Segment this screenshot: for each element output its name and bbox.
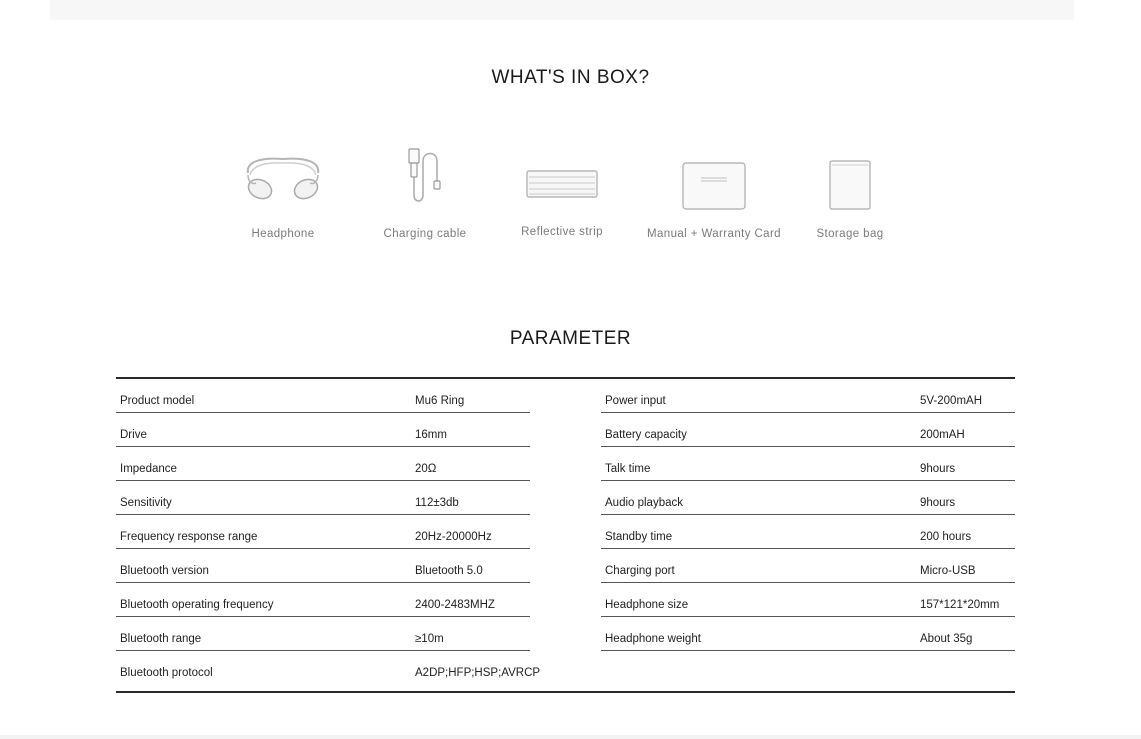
param-key: Standby time (605, 531, 673, 543)
param-value: Micro-USB (920, 565, 976, 577)
param-key: Battery capacity (605, 429, 687, 441)
param-value: 200 hours (920, 531, 972, 543)
param-key: Impedance (120, 463, 177, 475)
box-item-label: Reflective strip (521, 226, 603, 238)
top-band (50, 0, 1074, 20)
param-value: 157*121*20mm (920, 599, 1000, 611)
box-item-label: Headphone (251, 228, 315, 240)
strip-icon (522, 145, 602, 207)
param-column-left (116, 379, 541, 684)
param-value: 112±3db (415, 497, 459, 509)
parameter-title: PARAMETER (509, 328, 632, 349)
param-value: About 35g (920, 633, 973, 645)
param-key: Audio playback (605, 497, 683, 509)
parameter-table (116, 377, 1015, 693)
param-value: 200mAH (920, 429, 965, 441)
param-value: 16mm (415, 429, 447, 441)
table-row (601, 515, 1015, 549)
param-key: Frequency response range (120, 531, 258, 543)
param-column-right (601, 379, 1015, 651)
table-row (116, 651, 541, 684)
param-key: Charging port (605, 565, 675, 577)
table-row (116, 515, 530, 549)
bottom-band (0, 735, 1141, 739)
param-key: Headphone weight (605, 633, 701, 645)
table-row (116, 481, 530, 515)
table-row (116, 617, 530, 651)
param-key: Talk time (605, 463, 651, 475)
table-row (601, 447, 1015, 481)
box-item-headphone (208, 145, 358, 240)
table-row (116, 413, 530, 447)
param-key: Bluetooth range (120, 633, 202, 645)
param-key: Bluetooth protocol (120, 667, 213, 679)
param-value: A2DP;HFP;HSP;AVRCP (415, 667, 541, 679)
param-value: 9hours (920, 497, 956, 509)
box-item-charging-cable (350, 145, 500, 240)
box-item-label: Storage bag (816, 228, 884, 240)
param-value: ≥10m (415, 633, 444, 645)
bag-icon (820, 145, 880, 213)
param-key: Power input (605, 395, 666, 407)
table-row (601, 549, 1015, 583)
param-value: 9hours (920, 463, 956, 475)
param-value: 20Ω (415, 463, 437, 475)
param-key: Sensitivity (120, 497, 172, 509)
whats-in-box-title: WHAT'S IN BOX? (491, 67, 650, 88)
box-item-label: Manual + Warranty Card (647, 228, 781, 240)
param-key: Drive (120, 429, 147, 441)
table-row (116, 447, 530, 481)
param-key: Headphone size (605, 599, 689, 611)
box-item-reflective-strip (487, 145, 637, 238)
box-item-storage-bag (775, 145, 925, 240)
table-row (601, 617, 1015, 651)
headphone-icon (238, 145, 328, 207)
table-row (601, 379, 1015, 413)
cable-icon (385, 145, 465, 207)
param-value: Bluetooth 5.0 (415, 565, 483, 577)
table-row (601, 583, 1015, 617)
param-value: 20Hz-20000Hz (415, 531, 492, 543)
param-key: Product model (120, 395, 195, 407)
card-icon (674, 145, 754, 211)
param-value: Mu6 Ring (415, 395, 465, 407)
table-row (601, 413, 1015, 447)
box-item-label: Charging cable (383, 228, 467, 240)
box-item-manual-card (639, 145, 789, 240)
param-value: 2400-2483MHZ (415, 599, 495, 611)
param-key: Bluetooth operating frequency (120, 599, 274, 611)
param-value: 5V-200mAH (920, 395, 983, 407)
table-row (116, 583, 530, 617)
table-row (116, 549, 530, 583)
table-row (601, 481, 1015, 515)
param-key: Bluetooth version (120, 565, 209, 577)
table-row (116, 379, 530, 413)
